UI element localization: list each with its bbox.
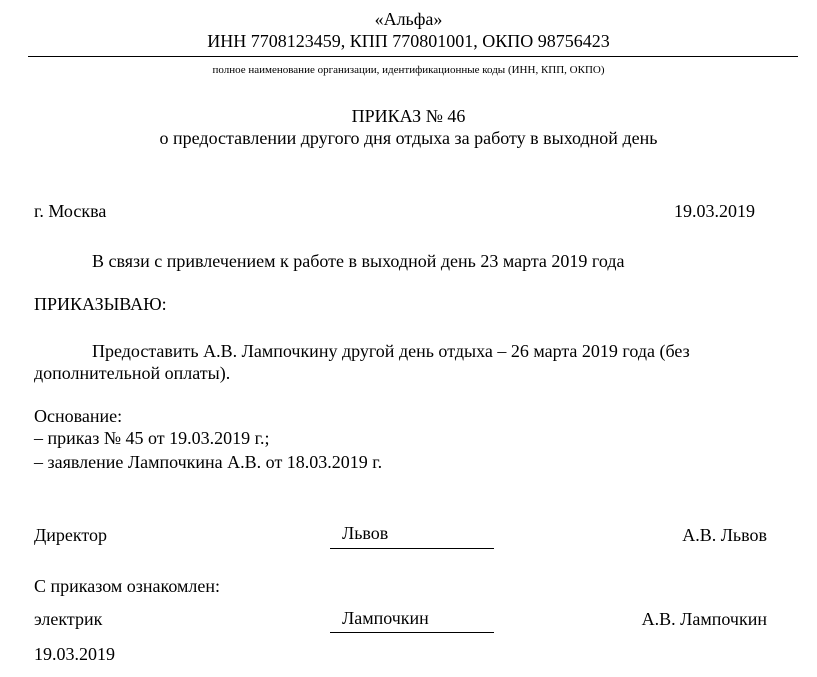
basis-label: Основание: bbox=[34, 406, 123, 426]
director-name: А.В. Львов bbox=[682, 525, 767, 545]
decision-line-2: дополнительной оплаты). bbox=[34, 363, 231, 383]
employee-name: А.В. Лампочкин bbox=[641, 609, 767, 629]
city: г. Москва bbox=[34, 201, 107, 221]
org-codes: ИНН 7708123459, КПП 770801001, ОКПО 98756423 bbox=[207, 31, 610, 51]
decision-line-1: Предоставить А.В. Лампочкину другой день отдыха – 26 марта 2019 года (без bbox=[92, 341, 690, 361]
order-word: ПРИКАЗЫВАЮ: bbox=[34, 294, 167, 314]
preamble: В связи с привлечением к работе в выходной день 23 марта 2019 года bbox=[92, 251, 625, 271]
employee-signature-line bbox=[330, 632, 494, 633]
director-signature-line bbox=[330, 548, 494, 549]
org-name: «Альфа» bbox=[374, 9, 443, 29]
order-date: 19.03.2019 bbox=[674, 201, 755, 221]
org-underline bbox=[28, 56, 798, 57]
employee-signature: Лампочкин bbox=[342, 608, 429, 628]
employee-position: электрик bbox=[34, 609, 103, 629]
org-caption: полное наименование организации, идентификационные коды (ИНН, КПП, ОКПО) bbox=[212, 64, 605, 76]
order-title: ПРИКАЗ № 46 bbox=[351, 106, 466, 126]
basis-item: – приказ № 45 от 19.03.2019 г.; bbox=[34, 428, 270, 448]
director-position: Директор bbox=[34, 525, 108, 545]
acknowledgement-label: С приказом ознакомлен: bbox=[34, 576, 221, 596]
order-subject: о предоставлении другого дня отдыха за работу в выходной день bbox=[159, 128, 658, 148]
basis-item: – заявление Лампочкина А.В. от 18.03.2019 г. bbox=[34, 452, 383, 472]
director-signature: Львов bbox=[342, 523, 389, 543]
acknowledgement-date: 19.03.2019 bbox=[34, 644, 115, 664]
